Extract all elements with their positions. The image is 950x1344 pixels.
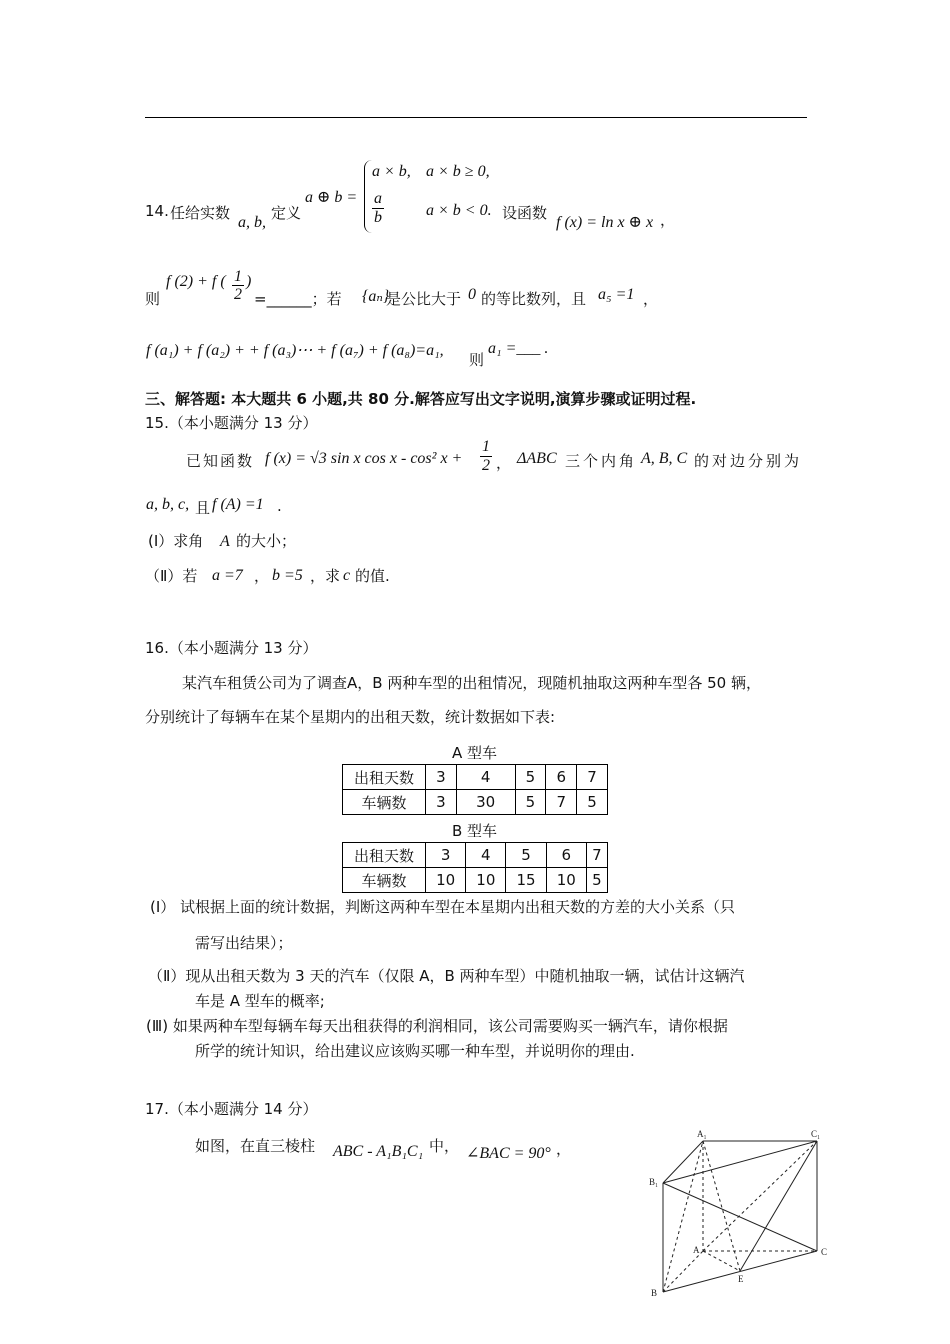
q16-part2-b: 车是 A 型车的概率; (195, 992, 325, 1010)
q16-para1: 某汽车租赁公司为了调查A，B 两种车型的出租情况，现随机抽取这两种车型各 50 辆， (182, 674, 761, 692)
q14-case2-num: a (374, 190, 382, 207)
q14-line3-a1: a₁ =___ . (488, 340, 549, 357)
q14-blank: =______；若 (254, 290, 342, 308)
q14-zero: 0 (468, 286, 476, 303)
table-row (343, 765, 608, 790)
label-c1: C₁ (811, 1129, 821, 1139)
q17-lead: 如图，在直三棱柱 (195, 1137, 316, 1155)
edge-ba (663, 1251, 703, 1292)
q14-a5: a₅ =1 (598, 286, 635, 303)
table-cell: 15 (506, 868, 546, 893)
diag-ba1 (663, 1141, 703, 1292)
header-rule (145, 117, 807, 118)
q15-part2-label: （Ⅱ）若 (145, 567, 198, 585)
q15-known: 已知函数 (186, 452, 255, 470)
q16-heading: 16.（本小题满分 13 分） (145, 639, 318, 657)
q14-half-num: 1 (234, 268, 242, 285)
table-cell: 5 (586, 868, 607, 893)
table-cell: 6 (546, 765, 577, 790)
diag-ac1 (703, 1141, 817, 1251)
q16-part1-a: (I） 试根据上面的统计数据，判断这两种车型在本星期内出租天数的方差的大小关系（只 (150, 898, 736, 916)
table-row (343, 843, 608, 868)
q15-part2-tail: 的值. (355, 567, 390, 585)
q15-comma: ， (496, 454, 512, 472)
table-b (342, 842, 608, 893)
q15-opp: 的对边分别为 (694, 452, 803, 470)
q14-seq: {aₙ} (362, 288, 390, 305)
table-row (343, 868, 608, 893)
diag-b1c (663, 1183, 817, 1251)
segment-ae (703, 1251, 740, 1271)
q14-case1-cond: a × b ≥ 0, (426, 163, 490, 180)
q15-and: 且 (195, 499, 211, 517)
table-cell: 3 (426, 765, 457, 790)
table-cell: 5 (515, 765, 546, 790)
q16-para2: 分别统计了每辆车在某个星期内的出租天数，统计数据如下表: (145, 708, 556, 726)
q17-mid: 中， (429, 1137, 460, 1155)
q15-part2-mid: ，求 (310, 567, 341, 585)
q14-line3-ze: 则 (469, 351, 485, 369)
table-cell: 5 (506, 843, 546, 868)
q16-part2-a: （Ⅱ）现从出租天数为 3 天的汽车（仅限 A，B 两种车型）中随机抽取一辆，试估计这辆汽 (148, 967, 745, 985)
table-a (342, 764, 608, 815)
q17-prism: ABC - A₁B₁C₁ (333, 1143, 424, 1160)
q14-op-lhs: a ⊕ b = (305, 189, 358, 206)
q15-tri-text: 三个内角 (565, 452, 638, 470)
q14-case1: a × b, (372, 163, 411, 180)
q14-half-den: 2 (234, 286, 242, 303)
label-a: A (693, 1245, 700, 1255)
table-cell: 5 (577, 790, 608, 815)
q14-case2-den: b (374, 209, 382, 226)
q15-part2-b: b =5 (272, 567, 303, 584)
q15-func: f (x) = √3 sin x cos x - cos² x + (265, 450, 463, 467)
q14-line2-close: ) (246, 273, 252, 290)
table-cell: 7 (546, 790, 577, 815)
q14-vars: a, b, (238, 214, 266, 231)
q15-part2-c: c (343, 567, 351, 584)
table-cell: 4 (466, 843, 506, 868)
q15-triangle: ΔABC (517, 450, 557, 467)
section-3-heading: 三、解答题: 本大题共 6 小题,共 80 分.解答应写出文字说明,演算步骤或证明过程. (145, 390, 697, 408)
table-cell: 10 (546, 868, 586, 893)
table-cell: 3 (426, 843, 466, 868)
table-cell: 出租天数 (343, 843, 426, 868)
table-cell: 30 (456, 790, 515, 815)
q15-part1-var: A (220, 533, 230, 550)
table-cell: 7 (577, 765, 608, 790)
q15-half (480, 438, 492, 475)
table-cell: 车辆数 (343, 790, 426, 815)
table-cell: 5 (515, 790, 546, 815)
label-b1: B₁ (649, 1177, 659, 1187)
table-cell: 10 (426, 868, 466, 893)
edge-bc (663, 1251, 817, 1292)
q15-half-den: 2 (482, 457, 490, 474)
q15-angles: A, B, C (641, 450, 688, 467)
label-a1: A₁ (697, 1129, 707, 1139)
q14-line2-tail: 的等比数列，且 (481, 290, 587, 308)
q16-part1-b: 需写出结果）； (195, 934, 293, 952)
q14-line2-ze: 则 (145, 290, 161, 308)
table-b-caption: B 型车 (452, 822, 498, 840)
q14-lead: 任给实数 (170, 204, 231, 222)
q14-line2-mid: 是公比大于 (386, 290, 462, 308)
q14-number: 14. (145, 202, 169, 220)
q17-angle: ∠BAC = 90° (466, 1145, 551, 1162)
q15-half-num: 1 (482, 438, 490, 455)
table-cell: 7 (586, 843, 607, 868)
q17-comma: ， (556, 1140, 572, 1158)
table-cell: 6 (546, 843, 586, 868)
q15-heading: 15.（本小题满分 13 分） (145, 414, 318, 432)
q15-part1-tail: 的大小； (236, 532, 297, 550)
q15-part1-label: (I）求角 (148, 532, 204, 550)
q14-line3-expr: f (a₁) + f (a₂) + + f (a₃)⋯ + f (a₇) + f (a₈)=a₁, (146, 342, 444, 359)
prism-figure (645, 1125, 835, 1300)
q15-cond: f (A) =1 (212, 496, 264, 513)
label-e: E (738, 1274, 744, 1284)
table-cell: 3 (426, 790, 457, 815)
q14-half (232, 268, 244, 303)
table-a-caption: A 型车 (452, 744, 498, 762)
q14-line2-expr: f (2) + f ( (166, 273, 226, 290)
q14-set-func: 设函数 (502, 204, 548, 222)
q15-sides: a, b, c, (146, 496, 190, 513)
q14-case2-fraction (372, 190, 384, 227)
q14-line2-end: ， (643, 290, 659, 308)
q14-func: f (x) = ln x ⊕ x (556, 214, 654, 231)
q16-part3-b: 所学的统计知识，给出建议应该购买哪一种车型，并说明你的理由. (195, 1042, 635, 1060)
q15-part2-comma: ， (254, 567, 270, 585)
edge-b1c1 (663, 1141, 817, 1183)
q15-part2-a: a =7 (212, 567, 243, 584)
table-row (343, 790, 608, 815)
table-cell: 4 (456, 765, 515, 790)
q14-comma: ， (660, 211, 676, 229)
q16-part3-a: (Ⅲ) 如果两种车型每辆车每天出租获得的利润相同，该公司需要购买一辆汽车，请你根据 (146, 1017, 728, 1035)
label-c: C (821, 1247, 828, 1257)
q15-period: . (277, 497, 282, 515)
q17-heading: 17.（本小题满分 14 分） (145, 1100, 318, 1118)
q14-define: 定义 (271, 204, 302, 222)
table-cell: 10 (466, 868, 506, 893)
label-b: B (651, 1288, 658, 1298)
table-cell: 车辆数 (343, 868, 426, 893)
q14-case2-cond: a × b < 0. (426, 202, 492, 219)
table-cell: 出租天数 (343, 765, 426, 790)
